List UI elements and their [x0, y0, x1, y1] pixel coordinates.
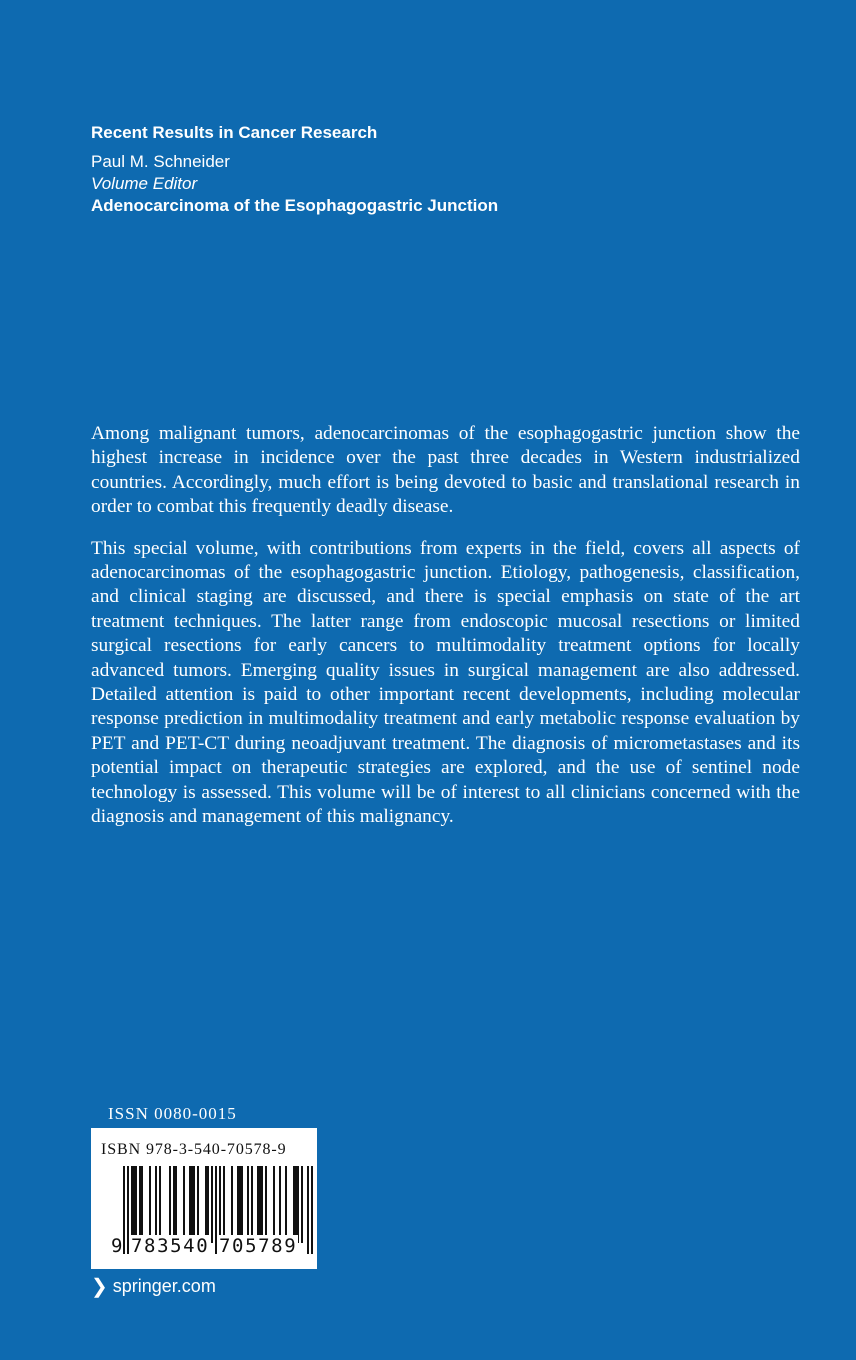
editor-name: Paul M. Schneider [91, 152, 230, 171]
barcode-guard-bar [311, 1166, 313, 1254]
barcode-bar [273, 1166, 275, 1243]
barcode-bar [301, 1166, 303, 1243]
book-description [91, 422, 800, 847]
barcode-bar [285, 1166, 287, 1243]
barcode-bar [173, 1166, 177, 1243]
barcode-bar [131, 1166, 137, 1243]
barcode-box [91, 1128, 317, 1269]
publisher-url: springer.com [112, 1276, 216, 1296]
ean-left-digits: 783540 [131, 1235, 210, 1257]
barcode-bar [155, 1166, 157, 1243]
barcode-bar [237, 1166, 243, 1243]
isbn-label: ISBN 978-3-540-70578-9 [101, 1141, 287, 1158]
barcode-bar [223, 1166, 225, 1243]
editor-role: Volume Editor [91, 174, 198, 193]
description-paragraph-2: This special volume, with contributions from experts in the field, covers all aspects of adenocarcinomas of the esophagogastric junction. Etiology, pathogenesis, classification, and clinical staging are discussed, and there is special emphasis on state of the art treatment techniques. The latter range from endoscopic mucosal resections or limited surgical resections for early cancers to multimodality treatment options for locally advanced tumors. Emerging quality issues in surgical management are also addressed. Detailed attention is paid to other important recent developments, including molecular response prediction in multimodality treatment and early metabolic response evaluation by PET and PET-CT during neoadjuvant treatment. The diagnosis of micrometastases and its potential impact on therapeutic strategies are explored, and the use of sentinel node technology is assessed. This volume will be of interest to all clinicians concerned with the diagnosis and management of this malignancy. [91, 537, 800, 828]
barcode-bar [205, 1166, 209, 1243]
barcode-bar [139, 1166, 143, 1243]
barcode-bar [231, 1166, 233, 1243]
barcode-bar [149, 1166, 151, 1243]
publisher-link[interactable] [91, 1276, 216, 1297]
barcode-bar [265, 1166, 267, 1243]
barcode-guard-bar [127, 1166, 129, 1254]
book-title: Adenocarcinoma of the Esophagogastric Junction [91, 196, 499, 215]
barcode-bar [189, 1166, 195, 1243]
barcode-bar [247, 1166, 249, 1243]
barcode-bar [159, 1166, 161, 1243]
description-paragraph-1: Among malignant tumors, adenocarcinomas of the esophagogastric junction show the highest increase in incidence over the past three decades in Western industrialized countries. Accordingly, much effort is being devoted to basic and translational research in order to combat this frequently deadly disease. [91, 423, 800, 518]
series-title: Recent Results in Cancer Research [91, 123, 378, 142]
chevron-right-icon: ❯ [91, 1275, 108, 1298]
series-header [91, 122, 791, 217]
barcode-bar [293, 1166, 299, 1243]
barcode-guard-bar [123, 1166, 125, 1254]
ean-first-digit: 9 [111, 1235, 123, 1257]
ean-right-digits: 705789 [219, 1235, 298, 1257]
issn-label: ISSN 0080-0015 [108, 1104, 237, 1123]
barcode-bar [279, 1166, 281, 1243]
barcode-bar [211, 1166, 213, 1243]
barcode-bar [197, 1166, 199, 1243]
barcode-bar [251, 1166, 253, 1243]
barcode-bar [183, 1166, 185, 1243]
barcode-bar [169, 1166, 171, 1243]
barcode-guard-bar [307, 1166, 309, 1254]
barcode-guard-bar [215, 1166, 217, 1254]
barcode-bar [257, 1166, 263, 1243]
